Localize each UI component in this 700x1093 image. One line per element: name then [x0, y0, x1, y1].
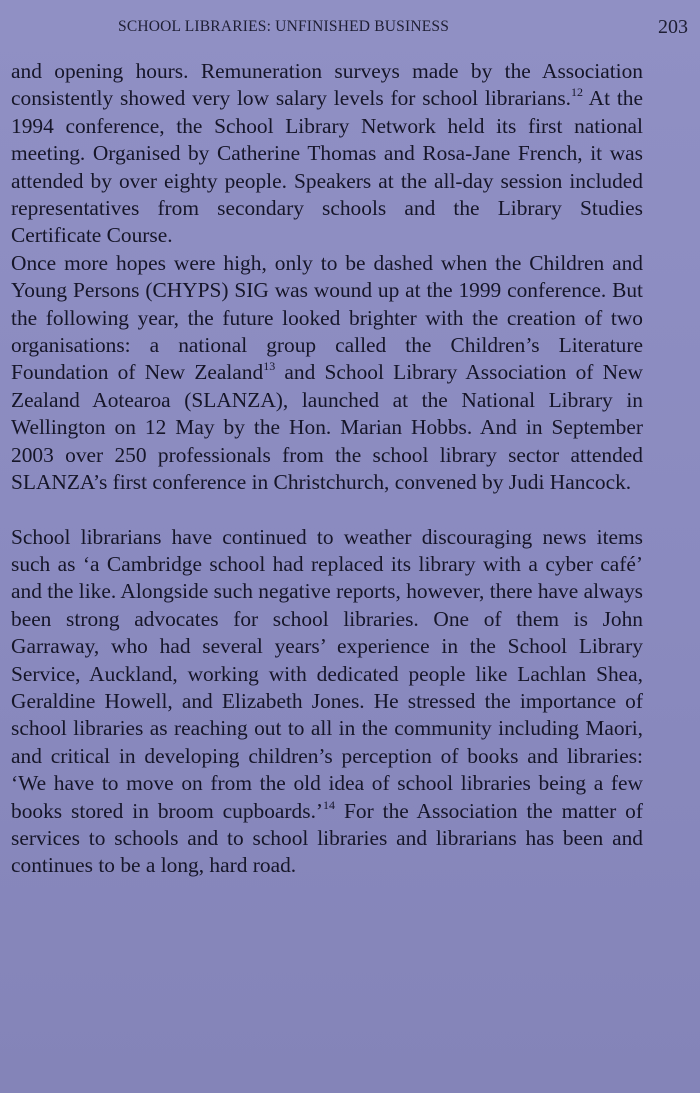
paragraph-text: Once more hopes were high, only to be dashed when the Children and Young Persons (CHYPS) SIG was wound up at the 1999 conference. But the following year, the future looked brighter with the creation of two organisations: a national group called the Children’s Literature Foundation of New Zealand	[11, 250, 643, 385]
page-number: 203	[658, 16, 688, 38]
footnote-ref: 13	[263, 359, 276, 374]
footnote-ref: 12	[571, 85, 584, 100]
paragraph-text: and School Library Association of New Zealand Aotearoa (SLANZA), launched at the National Library in Wellington on 12 May by the Hon. Marian Hobbs. And in September 2003 over 250 professionals from the school library sector attended SLANZA’s first conference in Christchurch, convened by Judi Hancock.	[11, 360, 643, 495]
footnote-ref: 14	[323, 797, 336, 812]
paragraph	[11, 524, 643, 880]
paragraph-text: For the Association the matter of services to schools and to school libraries and librarians has been and continues to be a long, hard road.	[11, 798, 643, 878]
paragraph-text: At the 1994 conference, the School Library Network held its first national meeting. Organised by Catherine Thomas and Rosa-Jane French, it was attended by over eighty people. Speakers at the all-day session included representatives from secondary schools and the Library Studies Certificate Course.	[11, 86, 643, 248]
running-head: SCHOOL LIBRARIES: UNFINISHED BUSINESS	[118, 18, 450, 35]
paragraph	[11, 250, 643, 497]
paragraph-text: School librarians have continued to weather discouraging news items such as ‘a Cambridge school had replaced its library with a cyber café’ and the like. Alongside such negative reports, however, there have always been strong advocates for school libraries. One of them is John Garraway, who had several years’ experience in the School Library Service, Auckland, working with dedicated people like Lachlan Shea, Geraldine Howell, and Elizabeth Jones. He stressed the importance of school libraries as reaching out to all in the community including Maori, and critical in developing children’s perception of books and libraries: ‘We have to move on from the old idea of school libraries being a few books stored in broom cupboards.’	[11, 524, 643, 823]
paragraph	[11, 58, 643, 250]
body-text	[11, 58, 643, 880]
paragraph-text: and opening hours. Remuneration surveys made by the Association consistently showed very low salary levels for school librarians.	[11, 59, 643, 111]
